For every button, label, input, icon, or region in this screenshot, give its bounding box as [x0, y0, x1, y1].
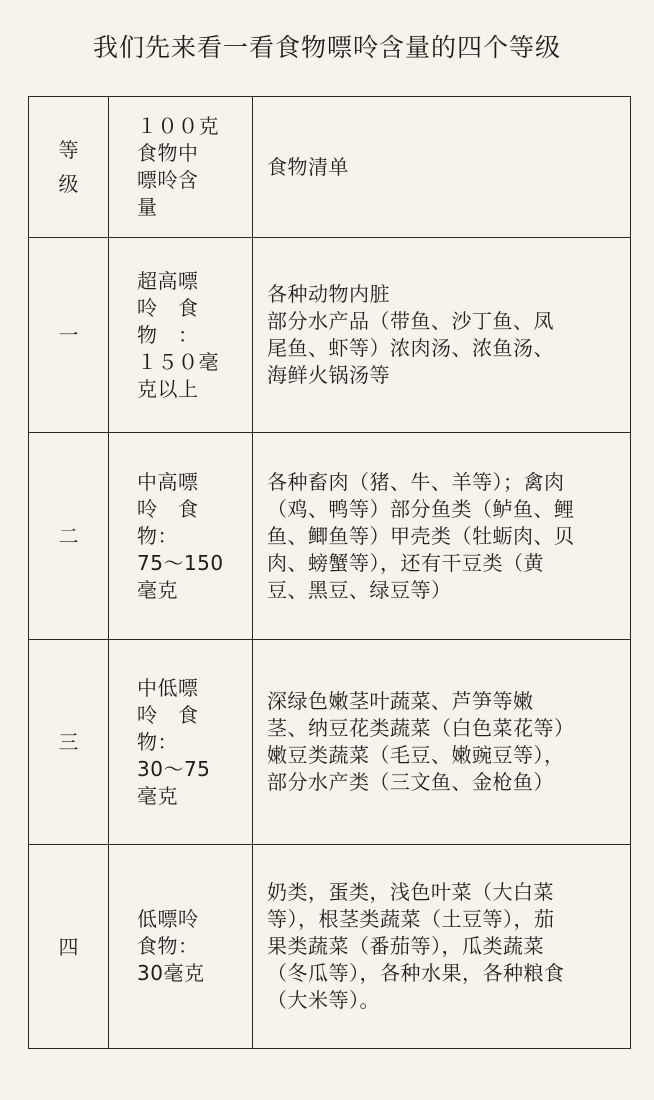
table-header-row — [29, 97, 631, 238]
amount-cell — [109, 433, 253, 640]
food-line: 部分水产品（带鱼、沙丁鱼、凤 — [267, 309, 554, 333]
food-line: 嫩豆类蔬菜（毛豆、嫩豌豆等）， — [267, 743, 565, 767]
header-amount-line: 食物中 — [137, 141, 199, 165]
header-amount-line: 量 — [137, 195, 158, 219]
amount-line: 低嘌呤 — [137, 907, 199, 931]
food-line: 尾鱼、虾等）浓肉汤、浓鱼汤、 — [267, 336, 554, 360]
food-line: 肉、螃蟹等），还有干豆类（黄 — [267, 550, 544, 575]
foods-cell — [253, 640, 631, 845]
table-row — [29, 845, 631, 1049]
amount-line: 物： — [137, 523, 178, 548]
header-amount-cell — [109, 97, 253, 238]
level-label: 三 — [58, 730, 79, 754]
food-line: 海鲜火锅汤等 — [267, 363, 390, 387]
amount-line: 中高嘌 — [137, 469, 199, 494]
level-cell — [29, 640, 109, 845]
food-line: 果类蔬菜（番茄等），瓜类蔬菜 — [267, 934, 544, 958]
amount-line: 30～75 — [137, 756, 211, 781]
foods-cell — [253, 845, 631, 1049]
level-cell — [29, 845, 109, 1049]
food-line: 茎、纳豆花类蔬菜（白色菜花等） — [267, 716, 575, 740]
header-level-label: 等级 — [58, 138, 79, 196]
amount-cell — [109, 845, 253, 1049]
table-row — [29, 433, 631, 640]
header-amount-line: 嘌呤含 — [137, 168, 199, 192]
amount-line: 毫克 — [137, 783, 178, 808]
food-line: 豆、黑豆、绿豆等） — [267, 577, 452, 602]
page-title: 我们先来看一看食物嘌呤含量的四个等级 — [92, 33, 561, 62]
amount-line: 呤 食 — [137, 295, 199, 320]
amount-line: 毫克 — [137, 577, 178, 602]
purine-level-table — [28, 96, 631, 1049]
amount-line: 超高嘌 — [137, 268, 199, 293]
level-label: 一 — [58, 323, 79, 347]
amount-line: 物： — [137, 729, 178, 754]
foods-cell — [253, 238, 631, 433]
foods-cell — [253, 433, 631, 640]
food-line: 部分水产类（三文鱼、金枪鱼） — [267, 770, 554, 794]
amount-line: 克以上 — [137, 376, 199, 401]
amount-line: 食物： — [137, 934, 199, 958]
amount-line: 75～150 — [137, 550, 224, 575]
header-foods-cell — [253, 97, 631, 238]
food-line: 深绿色嫩茎叶蔬菜、芦笋等嫩 — [267, 689, 534, 713]
level-cell — [29, 433, 109, 640]
amount-line: 30毫克 — [137, 961, 205, 985]
food-line: 等），根茎类蔬菜（土豆等），茄 — [267, 907, 555, 931]
food-line: （鸡、鸭等）部分鱼类（鲈鱼、鲤 — [267, 496, 575, 521]
amount-line: 呤 食 — [137, 702, 199, 727]
table-row — [29, 640, 631, 845]
amount-line: 呤 食 — [137, 496, 199, 521]
header-foods-label: 食物清单 — [267, 154, 349, 179]
food-line: 各种畜肉（猪、牛、羊等）；禽肉 — [267, 469, 565, 494]
table-row — [29, 238, 631, 433]
amount-line: １５０毫 — [137, 349, 219, 374]
amount-line: 物 ： — [137, 322, 199, 347]
level-label: 二 — [58, 524, 79, 548]
food-line: 各种动物内脏 — [267, 282, 390, 306]
amount-cell — [109, 238, 253, 433]
header-amount-line: １００克 — [137, 114, 219, 138]
food-line: （冬瓜等），各种水果，各种粮食 — [267, 961, 565, 985]
food-line: 奶类，蛋类，浅色叶菜（大白菜 — [267, 880, 554, 904]
amount-line: 中低嘌 — [137, 675, 199, 700]
level-label: 四 — [58, 934, 79, 959]
header-level-cell — [29, 97, 109, 238]
food-line: 鱼、鲫鱼等）甲壳类（牡蛎肉、贝 — [267, 523, 575, 548]
level-cell — [29, 238, 109, 433]
amount-cell — [109, 640, 253, 845]
food-line: （大米等）。 — [267, 988, 380, 1012]
